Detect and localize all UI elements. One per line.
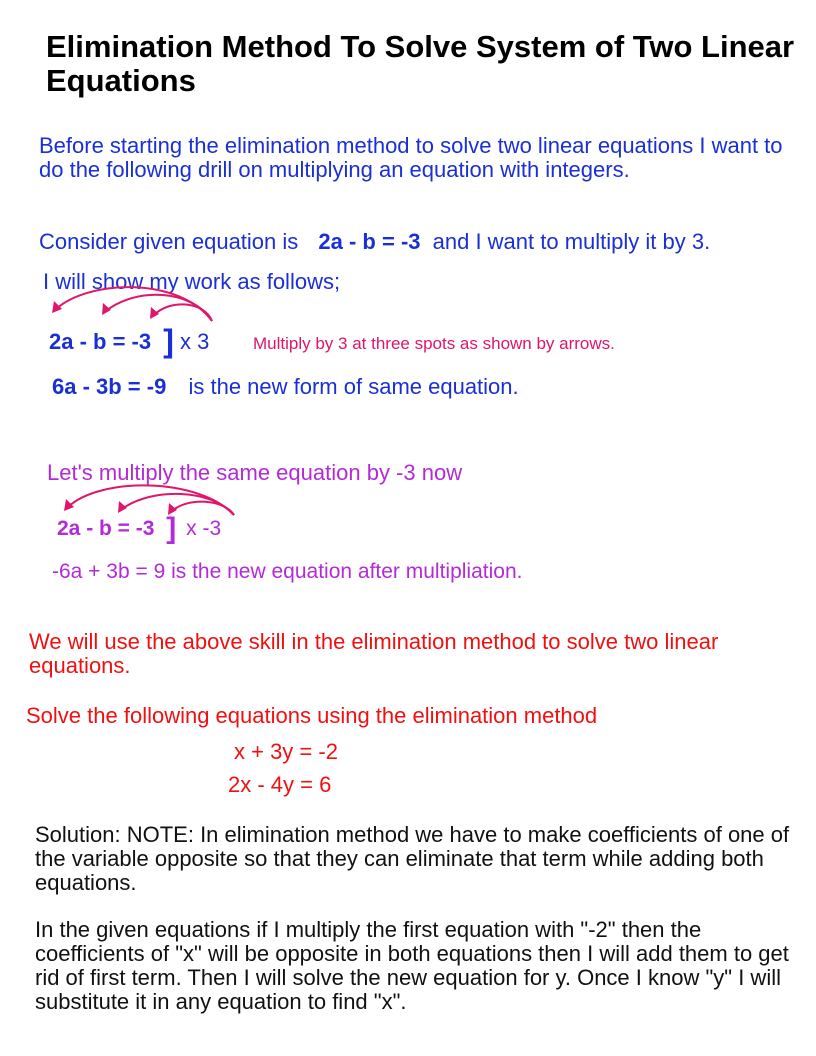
intro-paragraph: Before starting the elimination method to solve two linear equations I want to do the following drill on multiplying an equation with integers. [39, 133, 783, 182]
consider-line [39, 229, 710, 255]
example2-equation: 2a - b = -3 [57, 517, 155, 540]
example2-line [57, 512, 221, 546]
example1-multiplier: x 3 [180, 329, 210, 354]
problem-equation-1: x + 3y = -2 [234, 739, 338, 764]
show-work-text: I will show my work as follows; [43, 269, 341, 294]
problem-prompt: Solve the following equations using the elimination method [26, 703, 598, 728]
skill-note: We will use the above skill in the elimination method to solve two linear equations. [29, 629, 719, 678]
example1-equation: 2a - b = -3 [49, 329, 152, 354]
consider-suffix-a: and I want to multiply [432, 229, 640, 254]
solution-paragraph-1: Solution: NOTE: In elimination method we have to make coefficients of one of the variable opposite so that they can eliminate that term while adding both equations. [35, 822, 790, 895]
consider-prefix: Consider given equation is [39, 229, 299, 254]
consider-equation: 2a - b = -3 [318, 229, 421, 254]
example2-result: -6a + 3b = 9 is the new equation after multipliation. [52, 560, 523, 583]
example1-line [49, 323, 209, 360]
consider-suffix-b: it by 3. [645, 229, 711, 254]
solution-paragraph-2: In the given equations if I multiply the first equation with "-2" then the coefficients of "x" will be opposite in both equations then I will add them to get rid of first term. Then I will solve the new equation for y. Once I know "y" I will substitute it in any equation to find "x". [35, 917, 789, 1014]
problem-equation-2: 2x - 4y = 6 [228, 772, 332, 797]
example1-result-text: is the new form of same equation. [188, 374, 519, 399]
example1-note: Multiply by 3 at three spots as shown by arrows. [253, 334, 615, 353]
example2-intro: Let's multiply the same equation by -3 now [47, 460, 463, 485]
example1-bracket: ] [163, 323, 174, 359]
page-title: Elimination Method To Solve System of Two Linear Equations [46, 29, 795, 98]
arrow-2 [106, 295, 212, 321]
example2-multiplier: x -3 [186, 517, 222, 540]
example2-bracket: ] [166, 512, 177, 545]
example1-result-equation: 6a - 3b = -9 [52, 374, 167, 399]
example1-result [52, 374, 519, 400]
